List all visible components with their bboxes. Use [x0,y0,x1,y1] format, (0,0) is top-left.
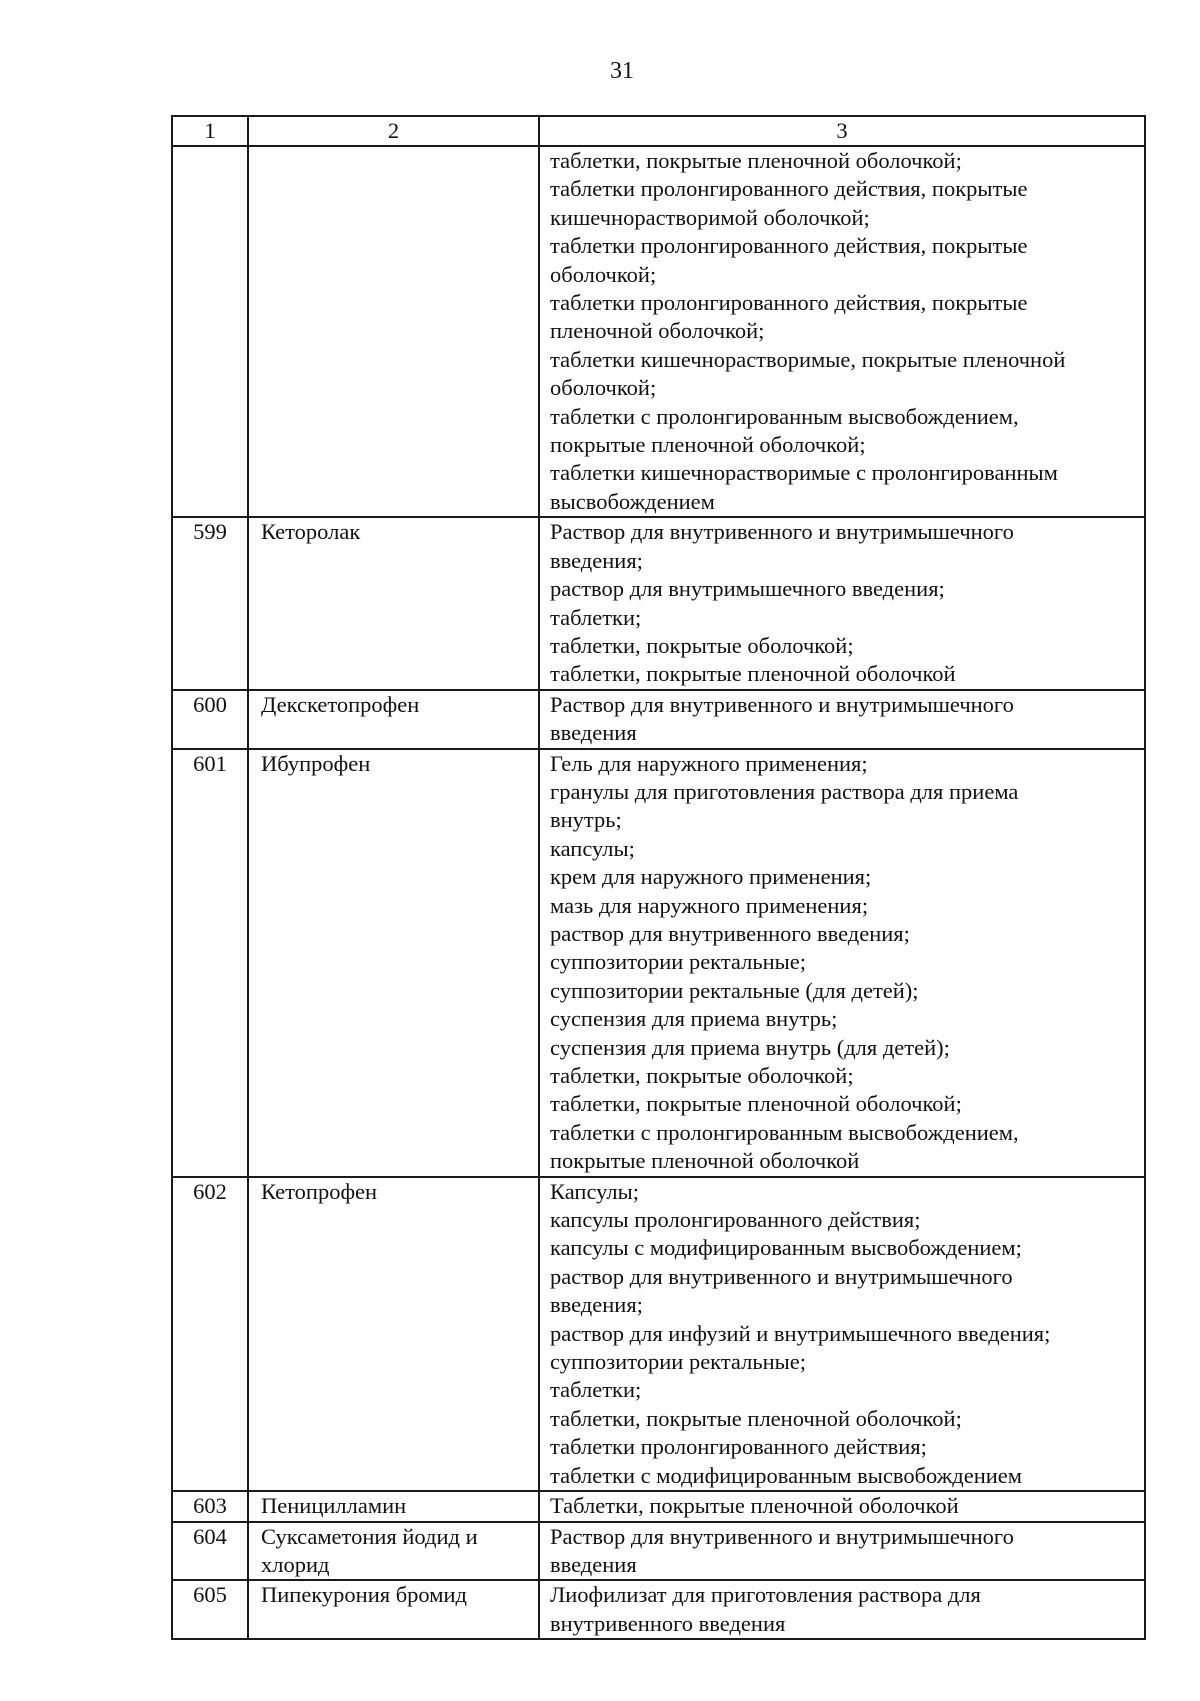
row-number: 602 [172,1177,248,1491]
dosage-form-line: таблетки, покрытые оболочкой; [550,1063,854,1088]
dosage-form-line: Гель для наружного применения; [550,750,868,776]
dosage-form-line: кишечнорастворимой оболочкой; [550,204,870,230]
header-cell-3: 3 [539,116,1145,146]
dosage-form-line: покрытые пленочной оболочкой; [550,432,866,458]
dosage-form-line: введения; [550,547,643,573]
row-number: 604 [172,1522,248,1581]
dosage-forms [539,1522,1145,1581]
drug-name: Кеторолак [248,517,539,689]
dosage-forms [539,749,1145,1177]
dosage-form-line: капсулы; [550,835,635,861]
dosage-form-line: таблетки; [550,1377,642,1403]
dosage-form-line: пленочной оболочкой; [550,318,765,344]
dosage-form-line: раствор для инфузий и внутримышечного введения; [550,1320,1051,1346]
table-row [172,690,1145,749]
dosage-form-line: высвобождением [550,488,715,514]
dosage-forms [539,1177,1145,1491]
dosage-form-line: таблетки с пролонгированным высвобождением, [550,403,1019,429]
dosage-form-line: таблетки пролонгированного действия, покрытые [550,176,1028,202]
dosage-form-line: капсулы пролонгированного действия; [550,1207,921,1233]
dosage-form-line: суспензия для приема внутрь; [550,1006,838,1032]
dosage-form-line: Лиофилизат для приготовления раствора для [550,1582,981,1608]
dosage-form-line: таблетки пролонгированного действия, покрытые [550,233,1028,259]
drug-name: Декскетопрофен [248,690,539,749]
dosage-form-line: Раствор для внутривенного и внутримышечного [550,691,1014,717]
table-header-row [172,116,1145,146]
drug-table [171,115,1146,1640]
table-row [172,1177,1145,1491]
drug-name [248,146,539,517]
dosage-form-line: введения; [550,1292,643,1318]
dosage-form-line: таблетки, покрытые оболочкой; [550,632,854,658]
dosage-form-line: Раствор для внутривенного и внутримышечного [550,1523,1014,1549]
row-number: 600 [172,690,248,749]
row-number: 605 [172,1580,248,1639]
dosage-form-line: таблетки с модифицированным высвобождением [550,1462,1023,1488]
dosage-form-line: суспензия для приема внутрь (для детей); [550,1034,950,1060]
dosage-form-line: мазь для наружного применения; [550,892,869,918]
table-row [172,1491,1145,1521]
drug-name: Ибупрофен [248,749,539,1177]
dosage-form-line: суппозитории ректальные (для детей); [550,977,919,1003]
dosage-form-line: таблетки пролонгированного действия; [550,1434,927,1460]
dosage-form-line: таблетки, покрытые пленочной оболочкой; [550,148,962,173]
dosage-form-line: раствор для внутривенного введения; [550,920,910,946]
dosage-forms [539,1491,1145,1521]
dosage-form-line: суппозитории ректальные; [550,1349,806,1375]
row-number [172,146,248,517]
table-row [172,749,1145,1177]
drug-name: Пипекурония бромид [248,1580,539,1639]
table-row [172,146,1145,517]
dosage-forms [539,1580,1145,1639]
dosage-forms [539,146,1145,517]
dosage-forms [539,690,1145,749]
dosage-form-line: капсулы с модифицированным высвобождением; [550,1235,1022,1261]
dosage-form-line: таблетки; [550,604,642,630]
row-number: 601 [172,749,248,1177]
table-row [172,517,1145,689]
table-row [172,1580,1145,1639]
dosage-form-line: внутривенного введения [550,1610,786,1636]
dosage-form-line: раствор для внутримышечного введения; [550,576,945,602]
dosage-form-line: гранулы для приготовления раствора для приема [550,778,1019,804]
dosage-forms [539,517,1145,689]
dosage-form-line: таблетки, покрытые пленочной оболочкой; [550,1091,962,1117]
dosage-form-line: оболочкой; [550,261,657,287]
dosage-form-line: оболочкой; [550,375,657,401]
header-cell-2: 2 [248,116,539,146]
dosage-form-line: введения [550,1551,637,1577]
dosage-form-line: Капсулы; [550,1178,639,1204]
header-cell-1: 1 [172,116,248,146]
row-number: 603 [172,1491,248,1521]
drug-name: Кетопрофен [248,1177,539,1491]
dosage-form-line: Таблетки, покрытые пленочной оболочкой [550,1493,959,1519]
dosage-form-line: покрытые пленочной оболочкой [550,1148,860,1174]
dosage-form-line: таблетки с пролонгированным высвобождением, [550,1119,1019,1145]
page-number: 31 [610,58,634,84]
dosage-form-line: суппозитории ректальные; [550,949,806,975]
dosage-form-line: введения [550,720,637,746]
dosage-form-line: таблетки пролонгированного действия, покрытые [550,290,1028,316]
table-row [172,1522,1145,1581]
dosage-form-line: Раствор для внутривенного и внутримышечного [550,519,1014,545]
drug-name: Суксаметония йодид и хлорид [248,1522,539,1581]
dosage-form-line: таблетки, покрытые пленочной оболочкой [550,661,956,687]
dosage-form-line: внутрь; [550,807,622,833]
drug-name: Пеницилламин [248,1491,539,1521]
row-number: 599 [172,517,248,689]
dosage-form-line: таблетки кишечнорастворимые с пролонгированным [550,460,1058,486]
dosage-form-line: крем для наружного применения; [550,864,872,890]
dosage-form-line: таблетки, покрытые пленочной оболочкой; [550,1405,962,1431]
dosage-form-line: таблетки кишечнорастворимые, покрытые пленочной [550,346,1066,372]
dosage-form-line: раствор для внутривенного и внутримышечного [550,1263,1013,1289]
